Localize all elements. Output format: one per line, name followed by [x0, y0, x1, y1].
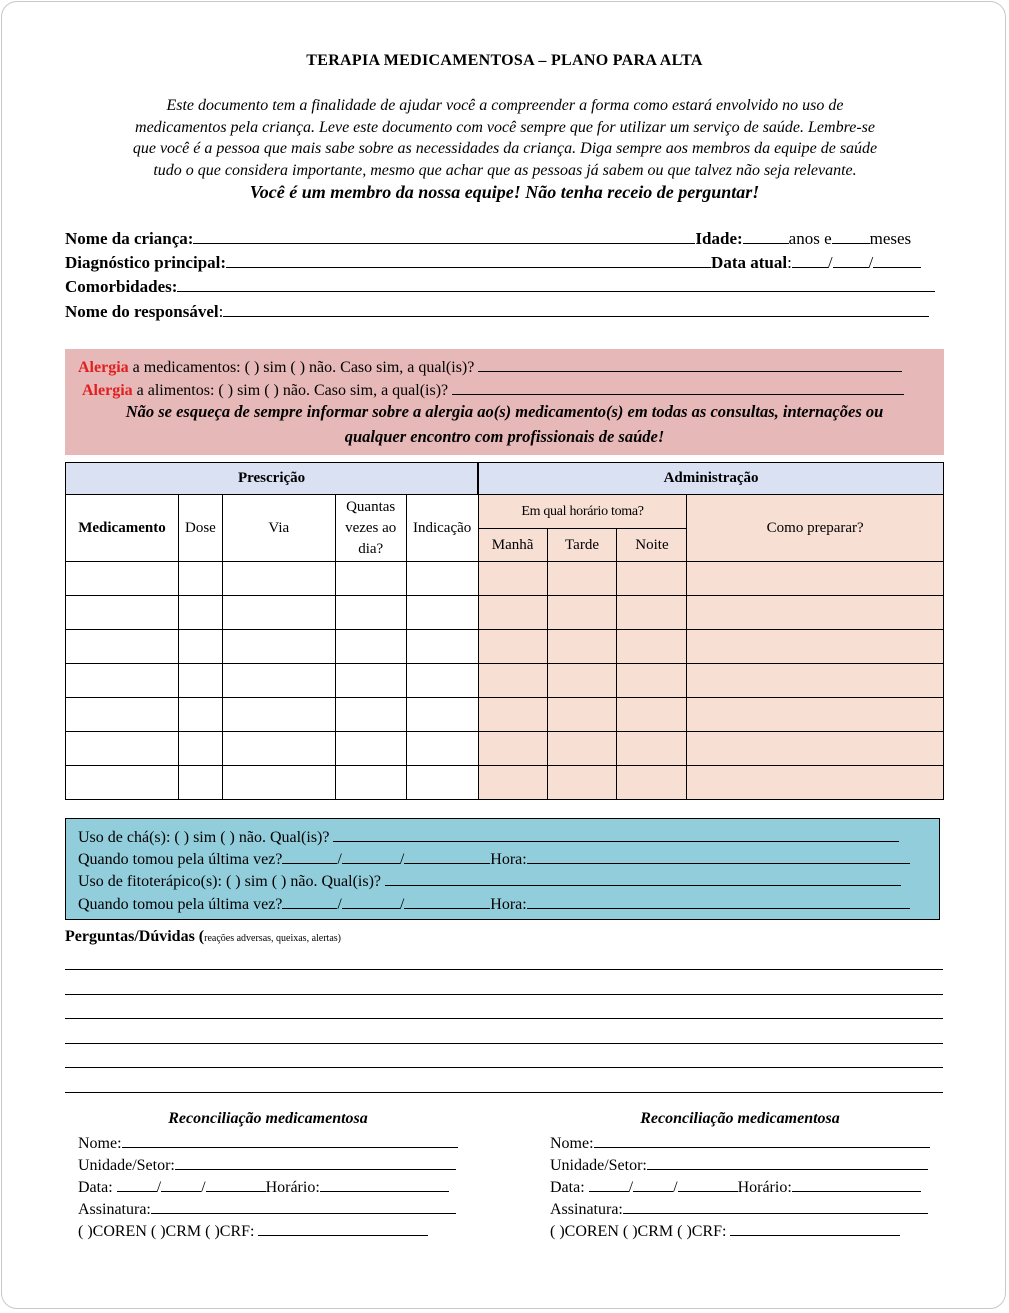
phyto-last-line: Quando tomou pela última vez? / / Hora:	[78, 894, 910, 914]
allergy-note: Não se esqueça de sempre informar sobre a alergia ao(s) medicamento(s) em todas as consultas, internações ou qualquer encontro com profissionais de saúde!	[125, 402, 884, 446]
col-afternoon: Tarde	[547, 529, 617, 562]
table-row	[66, 664, 944, 698]
phyto-month-field[interactable]	[342, 894, 400, 909]
table-row	[66, 630, 944, 664]
col-medication: Medicamento	[66, 495, 179, 562]
question-line[interactable]	[65, 994, 943, 995]
allergy-medication-line: Alergia a medicamentos: ( ) sim ( ) não. Caso sim, a qual(is)?	[78, 357, 902, 377]
table-row	[66, 596, 944, 630]
date-day-field[interactable]	[792, 253, 828, 268]
recon-council-field[interactable]	[258, 1221, 428, 1236]
prescription-header: Prescrição	[66, 463, 479, 495]
reconciliation-title: Reconciliação medicamentosa	[168, 1110, 368, 1127]
recon-day-field[interactable]	[589, 1177, 629, 1192]
age-months-field[interactable]	[832, 229, 870, 244]
age-months-text: meses	[869, 229, 912, 248]
reconciliation-left: Reconciliação medicamentosa Nome: Unidade/Setor: Data: / / Horário: Assinatura: ( )COREN ( )CRM ( )CRF:	[78, 1110, 468, 1245]
recon-signature-field[interactable]	[623, 1199, 928, 1214]
allergy-word: Alergia	[82, 382, 133, 399]
phyto-hour-field[interactable]	[527, 894, 910, 909]
recon-unit-field[interactable]	[175, 1155, 456, 1170]
allergy-food-line: Alergia a alimentos: ( ) sim ( ) não. Caso sim, a qual(is)?	[82, 380, 904, 400]
tea-year-field[interactable]	[404, 849, 490, 864]
col-schedule: Em qual horário toma?	[478, 495, 687, 529]
child-name-label: Nome da criança:	[65, 229, 194, 248]
question-line[interactable]	[65, 969, 943, 970]
recon-unit-field[interactable]	[647, 1155, 928, 1170]
recon-month-field[interactable]	[161, 1177, 201, 1192]
tea-box	[65, 818, 940, 920]
phyto-which-field[interactable]	[385, 871, 901, 886]
intro-paragraph	[70, 95, 940, 181]
age-label: Idade:	[695, 229, 743, 248]
date-year-field[interactable]	[873, 253, 921, 268]
medication-table	[65, 462, 944, 800]
recon-time-field[interactable]	[320, 1177, 449, 1192]
intro-line: tudo o que considera importante, mesmo que achar que as pessoas já sabem ou que talvez não seja relevante.	[153, 161, 857, 179]
recon-year-field[interactable]	[206, 1177, 266, 1192]
table-row	[66, 766, 944, 800]
col-times-per-day: Quantas vezes ao dia?	[335, 495, 406, 562]
document-title: TERAPIA MEDICAMENTOSA – PLANO PARA ALTA	[306, 52, 703, 69]
age-years-text: anos e	[788, 229, 832, 248]
table-row	[66, 698, 944, 732]
diagnosis-row: Diagnóstico principal: Data atual: / /	[65, 253, 921, 273]
question-line[interactable]	[65, 1043, 943, 1044]
allergy-word: Alergia	[78, 359, 129, 376]
tea-use-line: Uso de chá(s): ( ) sim ( ) não. Qual(is)?	[78, 827, 899, 847]
comorbidities-label: Comorbidades:	[65, 277, 178, 296]
child-name-field[interactable]	[193, 229, 695, 244]
comorbidities-field[interactable]	[177, 277, 935, 292]
guardian-field[interactable]	[223, 302, 929, 317]
intro-line: que você é a pessoa que mais sabe sobre as necessidades da criança. Diga sempre aos membros da equipe de saúde	[132, 140, 878, 157]
phyto-day-field[interactable]	[282, 894, 337, 909]
diagnosis-label: Diagnóstico principal:	[65, 253, 227, 272]
recon-signature-field[interactable]	[151, 1199, 456, 1214]
phyto-year-field[interactable]	[404, 894, 490, 909]
recon-time-field[interactable]	[792, 1177, 921, 1192]
questions-label: Perguntas/Dúvidas (reações adversas, queixas, alertas)	[65, 928, 341, 945]
recon-day-field[interactable]	[117, 1177, 157, 1192]
tea-day-field[interactable]	[282, 849, 337, 864]
col-route: Via	[222, 495, 335, 562]
intro-line: medicamentos pela criança. Leve este documento com você sempre que for utilizar um serviço de saúde. Lembre-se	[135, 118, 875, 136]
col-morning: Manhã	[478, 529, 547, 562]
guardian-label: Nome do responsável	[65, 302, 219, 321]
allergy-food-field[interactable]	[452, 380, 904, 395]
question-line[interactable]	[65, 1092, 943, 1093]
diagnosis-field[interactable]	[226, 253, 711, 268]
reconciliation-title: Reconciliação medicamentosa	[640, 1110, 840, 1127]
guardian-row: Nome do responsável:	[65, 302, 929, 322]
date-month-field[interactable]	[833, 253, 869, 268]
question-line[interactable]	[65, 1018, 943, 1019]
reconciliation-right: Reconciliação medicamentosa Nome: Unidade/Setor: Data: / / Horário: Assinatura: ( )COREN ( )CRM ( )CRF:	[550, 1110, 940, 1245]
col-prepare: Como preparar?	[687, 495, 944, 562]
col-dose: Dose	[178, 495, 222, 562]
administration-header: Administração	[478, 463, 943, 495]
tea-last-line: Quando tomou pela última vez? / / Hora:	[78, 849, 910, 869]
tea-which-field[interactable]	[333, 827, 899, 842]
age-years-field[interactable]	[743, 229, 789, 244]
tea-hour-field[interactable]	[527, 849, 910, 864]
question-line[interactable]	[65, 1067, 943, 1068]
col-night: Noite	[617, 529, 687, 562]
table-row	[66, 562, 944, 596]
recon-month-field[interactable]	[633, 1177, 673, 1192]
questions-hint: reações adversas, queixas, alertas)	[204, 933, 341, 944]
recon-council-field[interactable]	[730, 1221, 900, 1236]
intro-emphasis: Você é um membro da nossa equipe! Não tenha receio de perguntar!	[249, 182, 760, 202]
allergy-box	[65, 349, 944, 455]
recon-name-field[interactable]	[122, 1133, 458, 1148]
date-label: Data atual	[711, 253, 788, 272]
table-row	[66, 732, 944, 766]
col-indication: Indicação	[406, 495, 478, 562]
recon-year-field[interactable]	[678, 1177, 738, 1192]
phyto-use-line: Uso de fitoterápico(s): ( ) sim ( ) não. Qual(is)?	[78, 871, 901, 891]
recon-name-field[interactable]	[594, 1133, 930, 1148]
child-name-row	[65, 229, 911, 249]
comorbidities-row	[65, 277, 935, 297]
intro-line: Este documento tem a finalidade de ajudar você a compreender a forma como estará envolvido no uso de	[166, 97, 844, 114]
tea-month-field[interactable]	[342, 849, 400, 864]
allergy-medication-field[interactable]	[478, 357, 902, 372]
